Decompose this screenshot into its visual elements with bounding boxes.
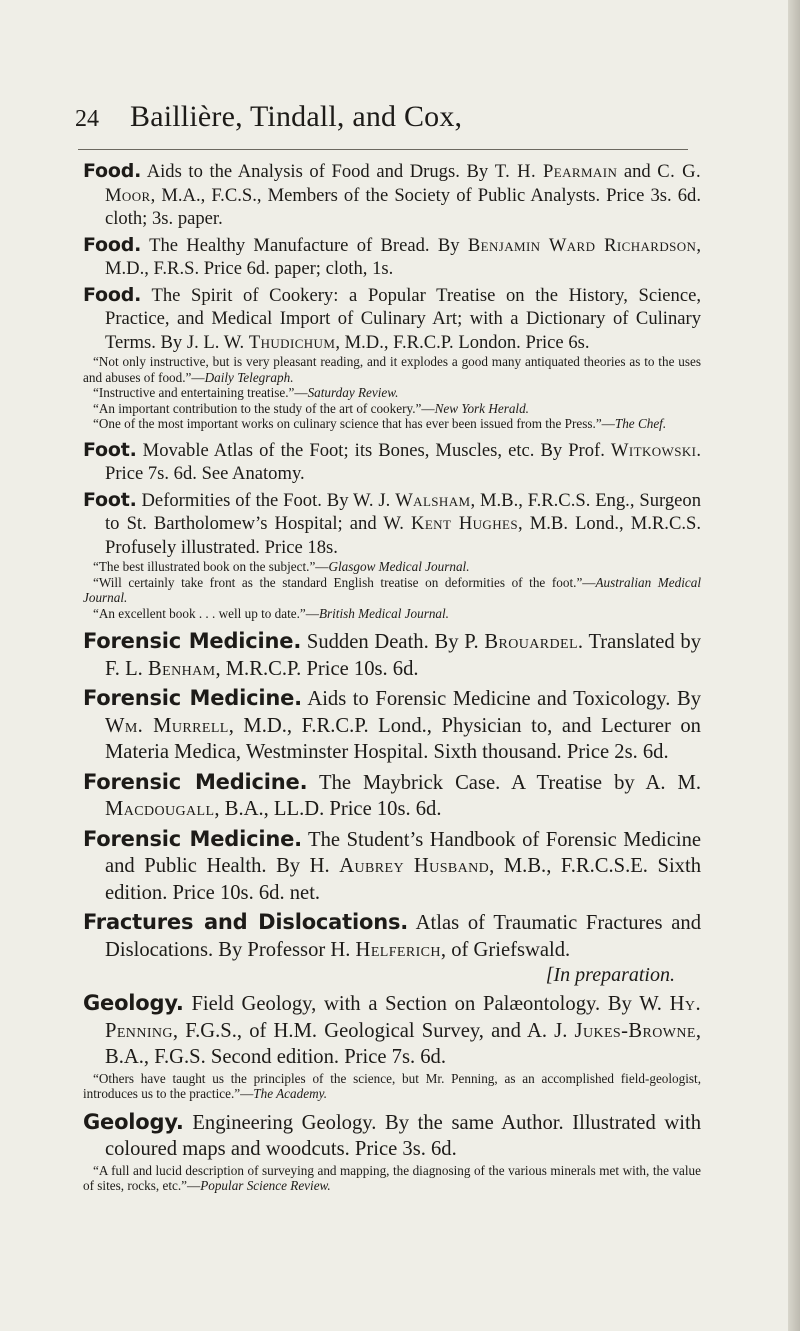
entry-description: , M.B., F.R.C.S.E. Sixth edition. Price 10s. 6d. net.	[105, 855, 701, 904]
entry-description: The Healthy Manufacture of Bread. By	[141, 234, 468, 256]
entry-description: Field Geology, with a Section on Palæontology. By W.	[183, 993, 670, 1015]
entry-text	[83, 769, 701, 823]
review-text: “Others have taught us the principles of the science, but Mr. Penning, as an accomplished field-geologist, introduces us to the practice.”—	[83, 1070, 701, 1101]
author-name: Brouardel	[484, 631, 578, 653]
author-name: Wm. Murrell	[105, 714, 229, 737]
entry-heading: Forensic Medicine.	[83, 769, 308, 794]
catalogue-entry	[83, 909, 701, 987]
entry-description: , M.R.C.P. Price 10s. 6d.	[215, 657, 419, 680]
header-rule	[78, 149, 688, 150]
author-name: Thudichum	[248, 331, 336, 353]
review-source: The Academy.	[253, 1086, 328, 1101]
author-name: Benjamin Ward Richardson	[467, 234, 697, 256]
entry-heading: Fractures and Dislocations.	[83, 910, 409, 934]
entry-description: , M.D., F.R.C.P. London. Price 6s.	[335, 331, 590, 353]
catalogue-entry	[83, 990, 701, 1106]
review-text: “Not only instructive, but is very pleasant reading, and it explodes a good many antiquated theories as to the uses and abuses of food.”—	[83, 354, 701, 385]
entry-description: and	[617, 161, 658, 182]
entry-description: Movable Atlas of the Foot; its Bones, Muscles, etc. By Prof.	[136, 439, 611, 461]
page-edge-shadow	[788, 0, 800, 1331]
entry-description: Engineering Geology. By the same Author. Illustrated with coloured maps and woodcuts. Price 3s. 6d.	[105, 1111, 701, 1160]
entry-description: , M.D., F.R.C.P. Lond., Physician to, and Lecturer on Materia Medica, Westminster Hospital. Sixth thousand. Price 2s. 6d.	[105, 714, 701, 763]
entry-heading: Food.	[83, 233, 142, 256]
entry-description: The Student’s Handbook of Forensic Medicine and Public Health. By H.	[105, 828, 702, 877]
entry-description: . Translated by F. L.	[105, 631, 701, 680]
entry-description: , M.D., F.R.S. Price 6d. paper; cloth, 1s.	[105, 234, 702, 279]
catalogue-entry	[83, 284, 701, 436]
catalogue-entry	[83, 628, 701, 682]
entry-text	[83, 1109, 701, 1163]
spacer	[83, 1194, 701, 1198]
entry-text	[83, 489, 701, 560]
entry-heading: Forensic Medicine.	[83, 826, 302, 851]
entry-text	[83, 826, 701, 907]
author-name: Walsham	[395, 489, 471, 511]
entry-text	[83, 160, 701, 231]
review-text: “An important contribution to the study of the art of cookery.”—	[93, 400, 435, 416]
review-source: The Chef.	[614, 416, 667, 431]
review-quote	[83, 401, 701, 417]
entry-description: , of Griefswald.	[440, 938, 571, 961]
review-text: “A full and lucid description of surveying and mapping, the diagnosing of the various minerals met with, the value of sites, rocks, etc.”—	[83, 1162, 701, 1193]
entry-heading: Forensic Medicine.	[83, 629, 302, 653]
review-quote	[83, 1071, 701, 1102]
author-name: Witkowski	[610, 439, 697, 461]
catalogue-entry	[83, 439, 701, 486]
entry-description: , B.A., LL.D. Price 10s. 6d.	[214, 798, 442, 820]
page-header	[75, 100, 695, 142]
author-name: Aubrey Husband	[339, 855, 490, 877]
catalogue-entry	[83, 826, 701, 907]
entry-heading: Food.	[83, 160, 142, 182]
review-quote	[83, 354, 701, 385]
entry-description: The Spirit of Cookery: a Popular Treatise on the History, Science, Practice, and Medical Import of Culinary Art; with a Dictionary of Culinary Terms. By J. L. W.	[105, 284, 701, 353]
entry-heading: Forensic Medicine.	[83, 686, 302, 710]
review-source: British Medical Journal.	[318, 605, 449, 621]
catalogue-entry	[83, 1109, 701, 1198]
entry-heading: Geology.	[83, 1109, 184, 1134]
entry-text	[83, 909, 701, 963]
entry-heading: Foot.	[83, 488, 137, 511]
catalogue-entry	[83, 489, 701, 626]
review-text: “An excellent book . . . well up to date.”—	[93, 605, 319, 621]
entry-text	[83, 628, 701, 682]
entry-description: , M.B. Lond., M.R.C.S. Profusely illustrated. Price 18s.	[105, 513, 701, 558]
spacer	[83, 621, 701, 625]
entry-description: , M.B., F.R.C.S. Eng., Surgeon to St. Bartholomew’s Hospital; and W.	[105, 489, 701, 534]
review-text: “The best illustrated book on the subject.”—	[93, 559, 329, 574]
entry-text	[83, 439, 701, 486]
entry-description: , M.A., F.C.S., Members of the Society of Public Analysts. Price 3s. 6d. cloth; 3s. paper.	[105, 184, 701, 229]
review-quote	[83, 1163, 701, 1194]
entry-description: , B.A., F.G.S. Second edition. Price 7s. 6d.	[105, 1019, 701, 1068]
catalogue-entry	[83, 234, 701, 281]
review-text: “One of the most important works on culinary science that has ever been issued from the Press.”—	[93, 416, 615, 431]
catalogue-entries	[83, 160, 701, 1201]
review-source: Australian Medical Journal.	[83, 574, 701, 605]
author-name: C. G. Moor	[105, 161, 701, 206]
review-text: “Instructive and entertaining treatise.”—	[93, 385, 308, 400]
entry-text	[83, 685, 701, 766]
review-text: “Will certainly take front as the standard English treatise on deformities of the foot.”—	[93, 574, 596, 590]
entry-description: , F.G.S., of H.M. Geological Survey, and A. J.	[172, 1019, 575, 1042]
entry-description: Sudden Death. By P.	[301, 631, 485, 653]
review-source: Glasgow Medical Journal.	[328, 559, 470, 574]
preparation-note: [In preparation.	[545, 964, 675, 986]
review-source: Popular Science Review.	[200, 1178, 331, 1193]
review-quote	[83, 575, 701, 606]
entry-description: . Price 7s. 6d. See Anatomy.	[105, 439, 701, 484]
entry-description: Aids to the Analysis of Food and Drugs. By	[141, 161, 495, 182]
review-quote	[83, 606, 701, 622]
entry-heading: Food.	[83, 283, 142, 306]
catalogue-entry	[83, 685, 701, 766]
author-name: Kent Hughes	[411, 513, 518, 534]
review-quote	[83, 416, 701, 432]
author-name: Macdougall	[105, 798, 215, 820]
author-name: Benham	[147, 657, 216, 680]
author-name: T. H. Pearmain	[494, 161, 618, 182]
entry-heading: Geology.	[83, 991, 184, 1015]
author-name: Helferich	[355, 938, 441, 961]
entry-description: The Maybrick Case. A Treatise by A. M.	[307, 771, 701, 794]
entry-text	[83, 990, 701, 1071]
review-source: Daily Telegraph.	[204, 369, 294, 385]
entry-description: Atlas of Traumatic Fractures and Dislocations. By Professor H.	[105, 912, 702, 961]
running-title: Baillière, Tindall, and Cox,	[130, 100, 463, 133]
author-name: Hy. Penning	[105, 993, 701, 1042]
review-source: Saturday Review.	[307, 385, 399, 400]
review-quote	[83, 559, 701, 575]
spacer	[83, 1102, 701, 1106]
review-source: New York Herald.	[434, 400, 529, 416]
catalogue-entry	[83, 160, 701, 231]
entry-text	[83, 234, 701, 281]
entry-text	[83, 284, 701, 355]
review-quote	[83, 385, 701, 401]
entry-heading: Foot.	[83, 438, 137, 461]
entry-description: Aids to Forensic Medicine and Toxicology. By	[301, 688, 701, 710]
catalogue-entry	[83, 769, 701, 823]
page-number: 24	[75, 106, 99, 132]
spacer	[83, 432, 701, 436]
entry-description: Deformities of the Foot. By W. J.	[136, 489, 396, 511]
author-name: Jukes-Browne	[574, 1019, 696, 1042]
